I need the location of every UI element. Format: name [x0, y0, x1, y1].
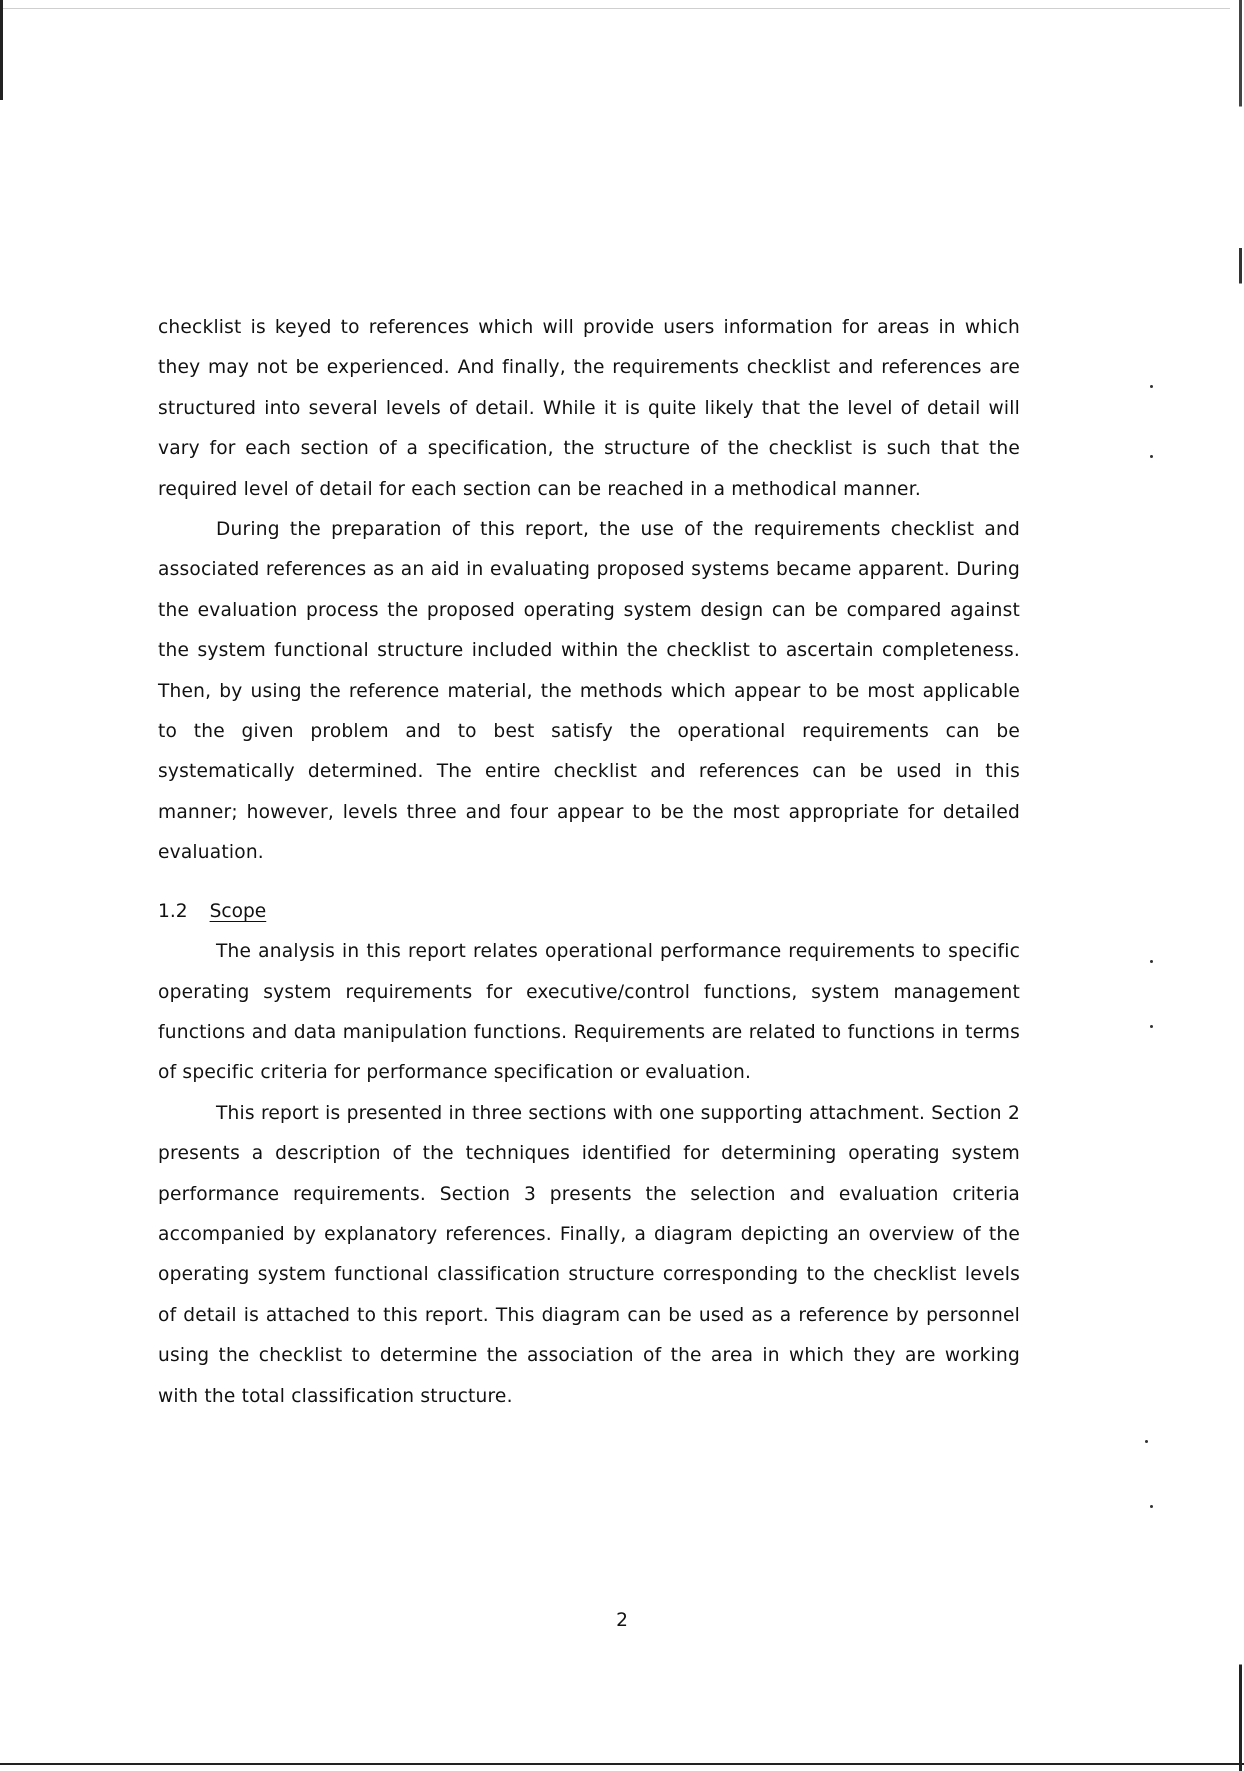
- scan-speck: [1150, 455, 1153, 458]
- scan-edge-top: [0, 8, 1230, 9]
- paragraph-checklist-structure: checklist is keyed to references which will provide users information for areas in which they may not be experienced. And finally, the requirements checklist and references are structured into several levels of detail. While it is quite likely that the level of detail will vary for each section of a specification, the structure of the checklist is such that the required level of detail for each section can be reached in a methodical manner.: [158, 317, 1020, 500]
- scan-edge-left: [0, 0, 3, 100]
- paragraph-report-organization: This report is presented in three sections with one supporting attachment. Section 2 presents a description of the techniques identified for determining operating system performance requirements. Section 3 presents the selection and evaluation criteria accompanied by explanatory references. Finally, a diagram depicting an overview of the operating system functional classification structure corresponding to the checklist levels of detail is attached to this report. This diagram can be used as a reference by personnel using the checklist to determine the association of the area in which they are working with the total classification structure.: [158, 1102, 1020, 1407]
- scan-speck: [1150, 1025, 1153, 1028]
- scan-speck: [1150, 1505, 1153, 1508]
- page-number: 2: [616, 1610, 628, 1631]
- section-heading: [158, 892, 1020, 932]
- section-title: Scope: [209, 900, 267, 922]
- scan-edge-bottom: [0, 1763, 1244, 1765]
- scan-speck: [1150, 960, 1153, 963]
- paragraph-scope-analysis: The analysis in this report relates operational performance requirements to specific operating system requirements for executive/control functions, system management functions and data manipulation functions. Requirements are related to functions in terms of specific criteria for performance specification or evaluation.: [158, 941, 1020, 1084]
- scan-edge-right: [1239, 0, 1242, 1771]
- document-page: [158, 308, 1020, 1417]
- scan-speck: [1145, 1440, 1148, 1443]
- paragraph-evaluation-use: During the preparation of this report, the use of the requirements checklist and associated references as an aid in evaluating proposed systems became apparent. During the evaluation process the proposed operating system design can be compared against the system functional structure included within the checklist to ascertain completeness. Then, by using the reference material, the methods which appear to be most applicable to the given problem and to best satisfy the operational requirements can be systematically determined. The entire checklist and references can be used in this manner; however, levels three and four appear to be the most appropriate for detailed evaluation.: [158, 519, 1020, 864]
- section-number: 1.2: [158, 900, 188, 922]
- scan-speck: [1150, 385, 1153, 388]
